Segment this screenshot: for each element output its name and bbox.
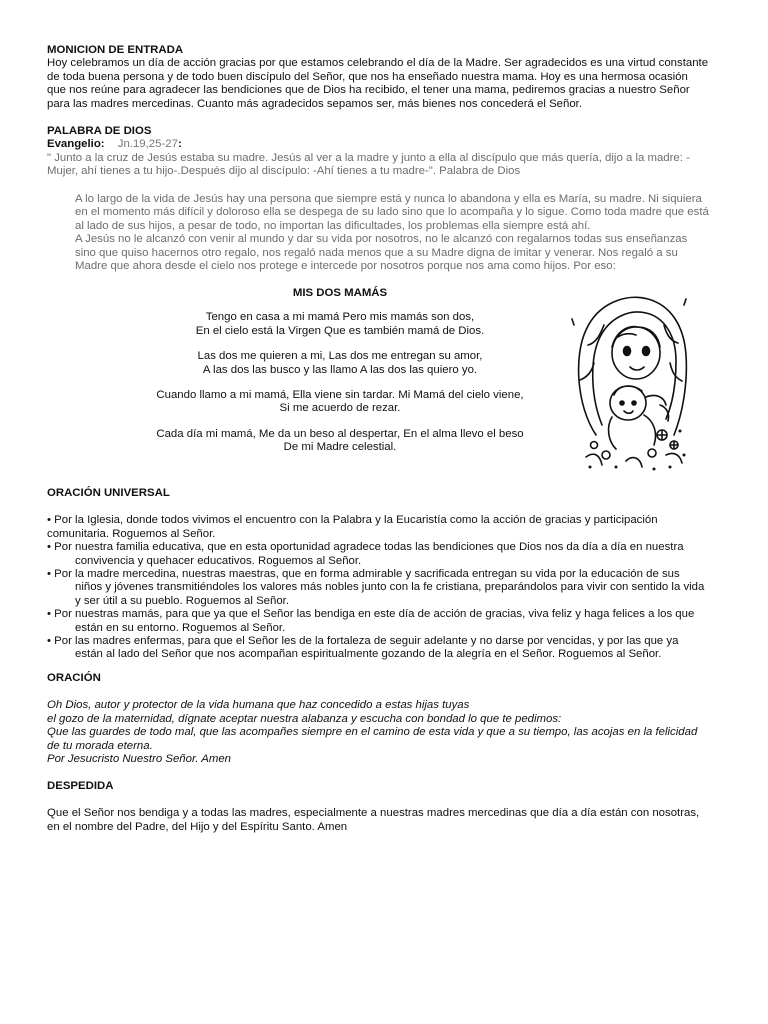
despedida-line: en el nombre del Padre, del Hijo y del Espíritu Santo. Amen [47, 820, 348, 833]
evangelio-reference: Jn.19,25-27 [117, 138, 178, 151]
petition-line: comunitaria. Roguemos al Señor. [47, 527, 216, 540]
oracion-line: Oh Dios, autor y protector de la vida humana que haz concedido a estas hijas tuyas [47, 699, 470, 712]
petition-line: y ser útil a su pueblo. Roguemos al Señor. [75, 594, 290, 607]
petition-line: • Por la Iglesia, donde todos vivimos el encuentro con la Palabra y la Eucaristía como la acción de gracias y participación [47, 514, 658, 527]
reflection-section [75, 193, 725, 273]
palabra-section [47, 125, 719, 179]
oracion-universal-heading: ORACIÓN UNIVERSAL [47, 487, 170, 499]
monicion-heading: MONICION DE ENTRADA [47, 44, 184, 56]
poem-line: De mi Madre celestial. [283, 441, 397, 454]
poem-stanza [140, 350, 540, 377]
reflection-line: en el momento más difícil y doloroso ella se despega de su lado sino que lo acompaña y lo sigue. Como toda madre que está [75, 206, 709, 219]
reflection-line: A lo largo de la vida de Jesús hay una persona que siempre está y nunca lo abandona y ella es María, su madre. Ni siquiera [75, 193, 702, 205]
poem-line: Cada día mi mamá, Me da un beso al despertar, En el alma llevo el beso [156, 427, 524, 440]
oracion-line: Por Jesucristo Nuestro Señor. Amen [47, 753, 232, 766]
oracion-line: de tu morada eterna. [47, 739, 153, 752]
petition-line: niños y jóvenes transmitiéndoles los valores más nobles junto con la fe cristiana, preparándolos para vivir con sentido la vida [75, 581, 705, 594]
reflection-line: al lado de sus hijos, a pesar de todo, no importan las dificultades, los problemas ella siempre está ahí. [75, 219, 591, 232]
poem-line: Tengo en casa a mi mamá Pero mis mamás son dos, [205, 311, 475, 324]
poem-line: Las dos me quieren a mi, Las dos me entregan su amor, [197, 350, 483, 363]
poem-title: MIS DOS MAMÁS [292, 287, 388, 299]
despedida-section [47, 780, 719, 834]
petition-line: están al lado del Señor que nos acompañan espiritualmente gozando de la alegría en el Señor. Roguemos al Señor. [75, 648, 662, 661]
oracion-section [47, 672, 719, 766]
petition-line: están en su entorno. Roguemos al Señor. [75, 621, 286, 634]
reflection-line: Madre que ahora desde el cielo nos protege e intercede por nosotros porque nos ama como hijos. Por eso: [75, 260, 616, 273]
poem-stanza [140, 428, 540, 455]
palabra-heading: PALABRA DE DIOS [47, 125, 152, 137]
petition-line: • Por nuestras mamás, para que ya que el Señor las bendiga en este día de acción de gracias, viva feliz y haga felices a los que [47, 608, 695, 621]
gospel-quote-line: " Junto a la cruz de Jesús estaba su madre. Jesús al ver a la madre y junto a ella al discípulo que más quería, dijo a la madre: - [47, 151, 690, 164]
monicion-line: de toda buena persona y de todo buen discípulo del Señor, que nos ha enseñado nuestra mama. Hoy es una hermosa ocasión [47, 70, 688, 83]
poem-line: Si me acuerdo de rezar. [279, 402, 401, 415]
gospel-quote-line: Mujer, ahí tienes a tu hijo-.Después dijo al discípulo: -Ahí tienes a tu madre-". Palabra de Dios [47, 165, 521, 178]
petition-line: • Por la madre mercedina, nuestras maestras, que en forma admirable y sacrificada entregan su vida por la educación de sus [47, 568, 680, 581]
petition-line: • Por nuestra familia educativa, que en esta oportunidad agradece todas las bendiciones que Dios nos da día a día en nuestra [47, 541, 684, 554]
despedida-heading: DESPEDIDA [47, 780, 114, 792]
virgin-and-child-illustration [566, 285, 692, 475]
petitions-list [47, 514, 719, 661]
poem-stanza [140, 389, 540, 416]
evangelio-colon: : [177, 138, 182, 151]
despedida-line: Que el Señor nos bendiga y a todas las madres, especialmente a nuestras madres mercedinas que día a día están con nosotras, [47, 807, 700, 820]
oracion-line: Que las guardes de todo mal, que las acompañes siempre en el camino de esta vida y que a su tiempo, las acojas en la felicidad [47, 726, 698, 739]
poem-stanza [140, 311, 540, 338]
monicion-line: para las madres mercedinas. Cuanto más agradecidos sepamos ser, más bienes nos concederá el Señor. [47, 97, 583, 110]
reflection-line: A Jesús no le alcanzó con venir al mundo y dar su vida por nosotros, no le alcanzó con regalarnos todas sus enseñanzas [75, 233, 688, 246]
oracion-line: el gozo de la maternidad, dígnate aceptar nuestra alabanza y escucha con bondad lo que te pedimos: [47, 712, 562, 725]
monicion-section [47, 44, 719, 111]
petition-line: • Por las madres enfermas, para que el Señor les de la fortaleza de seguir adelante y no darse por vencidas, y por las que ya [47, 635, 679, 648]
petition-item [47, 568, 719, 608]
petition-line: convivencia y quehacer educativos. Roguemos al Señor. [75, 554, 362, 567]
poem-section [140, 287, 540, 467]
poem-line: Cuando llamo a mi mamá, Ella viene sin tardar. Mi Mamá del cielo viene, [156, 389, 524, 402]
evangelio-line [47, 138, 719, 151]
reflection-line: sino que quiso hacernos otro regalo, nos regaló nada menos que a su Madre digna de imitar y venerar. Nos regaló a su [75, 246, 678, 259]
petition-item [47, 608, 719, 635]
oracion-universal-section [47, 487, 719, 662]
monicion-line: que nos reúne para agradecer las bendiciones que de Dios ha recibido, el tener una mama, pediremos gracias a nuestro Señor [47, 84, 690, 97]
monicion-line: Hoy celebramos un día de acción gracias por que estamos celebrando el día de la Madre. Ser agradecidos es una virtud constante [47, 57, 709, 70]
oracion-heading: ORACIÓN [47, 672, 101, 684]
petition-item [47, 541, 719, 568]
evangelio-label: Evangelio: [47, 138, 105, 151]
poem-line: A las dos las busco y las llamo A las dos las quiero yo. [202, 363, 478, 376]
poem-line: En el cielo está la Virgen Que es también mamá de Dios. [195, 324, 485, 337]
petition-item [47, 635, 719, 662]
petition-item [47, 514, 719, 541]
